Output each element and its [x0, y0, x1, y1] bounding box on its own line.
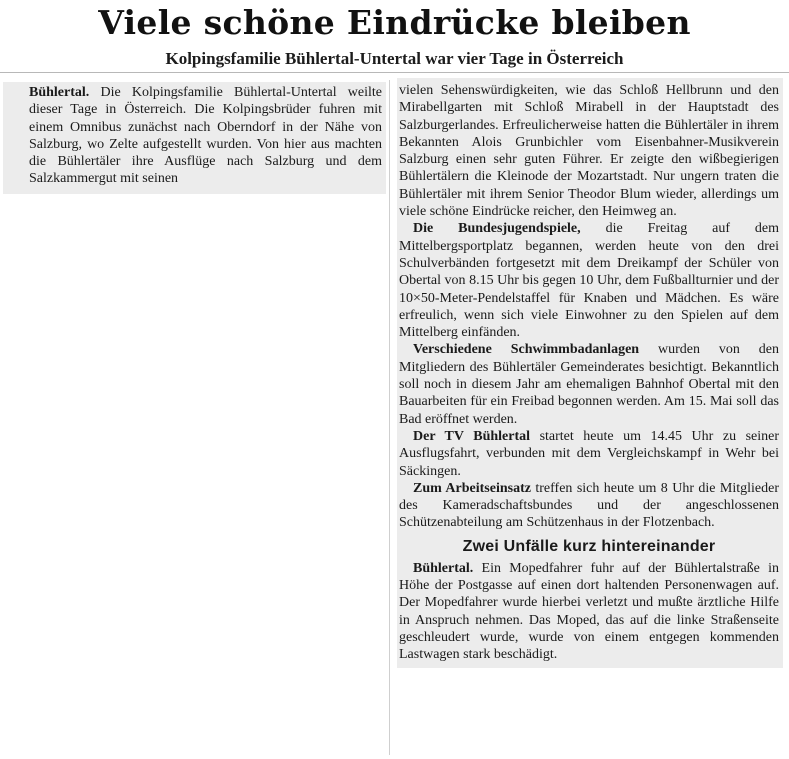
intro-paragraph	[29, 84, 382, 188]
notice-lead: Zum Arbeitseinsatz	[413, 480, 531, 496]
subheadline: Kolpingsfamilie Bühlertal-Untertal war vier Tage in Österreich	[165, 49, 624, 68]
second-article-heading: Zwei Unfälle kurz hintereinander	[462, 537, 716, 555]
notice-text: startet heute um 14.45 Uhr zu seiner Ausflugsfahrt, verbunden mit dem Vergleichskampf in Wehr bei Säckingen.	[399, 428, 780, 479]
notice-lead: Die Bundesjugendspiele,	[413, 221, 581, 237]
notice-lead: Verschiedene Schwimmbadanlagen	[413, 342, 640, 358]
intro-text: Die Kolpingsfamilie Bühlertal-Untertal weilte dieser Tage in Österreich. Die Kolpingsbrüder fuhren mit einem Omnibus zunächst nach Oberndorf in der Nähe von Salzburg, wo Zelte aufgestellt wurden. Von hier aus machten die Bühlertäler ihre Ausflüge nach Salzburg und dem Salzkammergut mit seinen	[29, 85, 382, 187]
second-article-paragraph	[399, 560, 779, 664]
notice-paragraph	[399, 480, 779, 532]
headline-rule	[0, 72, 789, 73]
dateline: Bühlertal.	[29, 85, 90, 100]
second-article-text: Ein Mopedfahrer fuhr auf der Bühlertalstraße in Höhe der Postgasse auf einen dort haltenden Personenwagen auf. Der Mopedfahrer wurde hierbei verletzt und mußte ärztliche Hilfe in Anspruch nehmen. Das Moped, das auf die linke Straßenseite geschleudert wurde, wurde von einem entgegen kommenden Lastwagen stark beschädigt.	[399, 560, 779, 663]
notice-text: treffen sich heute um 8 Uhr die Mitglieder des Kameradschaftsbundes und der angeschlossenen Schützenabteilung am Schützenhaus in der Flotzenbach.	[399, 480, 779, 531]
dateline: Bühlertal.	[413, 560, 474, 576]
headline: Viele schöne Eindrücke bleiben	[98, 3, 691, 42]
notice-paragraph	[399, 428, 779, 480]
notice-lead: Der TV Bühlertal	[413, 428, 531, 444]
notice-paragraph	[399, 220, 779, 341]
continuation-paragraph: vielen Sehenswürdigkeiten, wie das Schloß Hellbrunn und den Mirabellgarten mit Schloß Mirabell in der Hauptstadt des Salzburgerlandes. Erfreulicherweise hatten die Bühlertäler in ihrem Bekannten Alois Grunbichler vom Eisenbahner-Musikverein Salzburg einen sehr guten Führer. Er zeigte den wißbegierigen Bühlertälern die Kleinode der Mozartstadt. Nur ungern traten die Bühlertäler mit ihrem Senior Theodor Blum wieder, allerdings um viele schöne Eindrücke reicher, den Heimweg an.	[399, 83, 779, 220]
notice-text: die Freitag auf dem Mittelbergsportplatz begannen, werden heute von den drei Schulverbänden fortgesetzt mit dem Dreikampf der Schüler von Obertal von 8.15 Uhr bis gegen 10 Uhr, dem Fußballturnier und der 10×50-Meter-Pendelstaffel für Knaben und Mädchen. Es wäre erfreulich, wenn sich viele Einwohner zu den Spielen auf dem Mittelberg einfänden.	[399, 221, 780, 341]
left-column	[3, 82, 386, 194]
right-column	[397, 78, 783, 668]
column-divider	[389, 80, 390, 755]
notice-paragraph	[399, 341, 779, 427]
notice-text: wurden von den Mitgliedern des Bühlertäler Gemeinderates besichtigt. Bekanntlich soll noch in diesem Jahr am ehemaligen Bahnhof Obertal mit den Bauarbeiten für ein Freibad begonnen werden. Am 15. Mai soll das Bad eröffnet werden.	[399, 342, 779, 427]
